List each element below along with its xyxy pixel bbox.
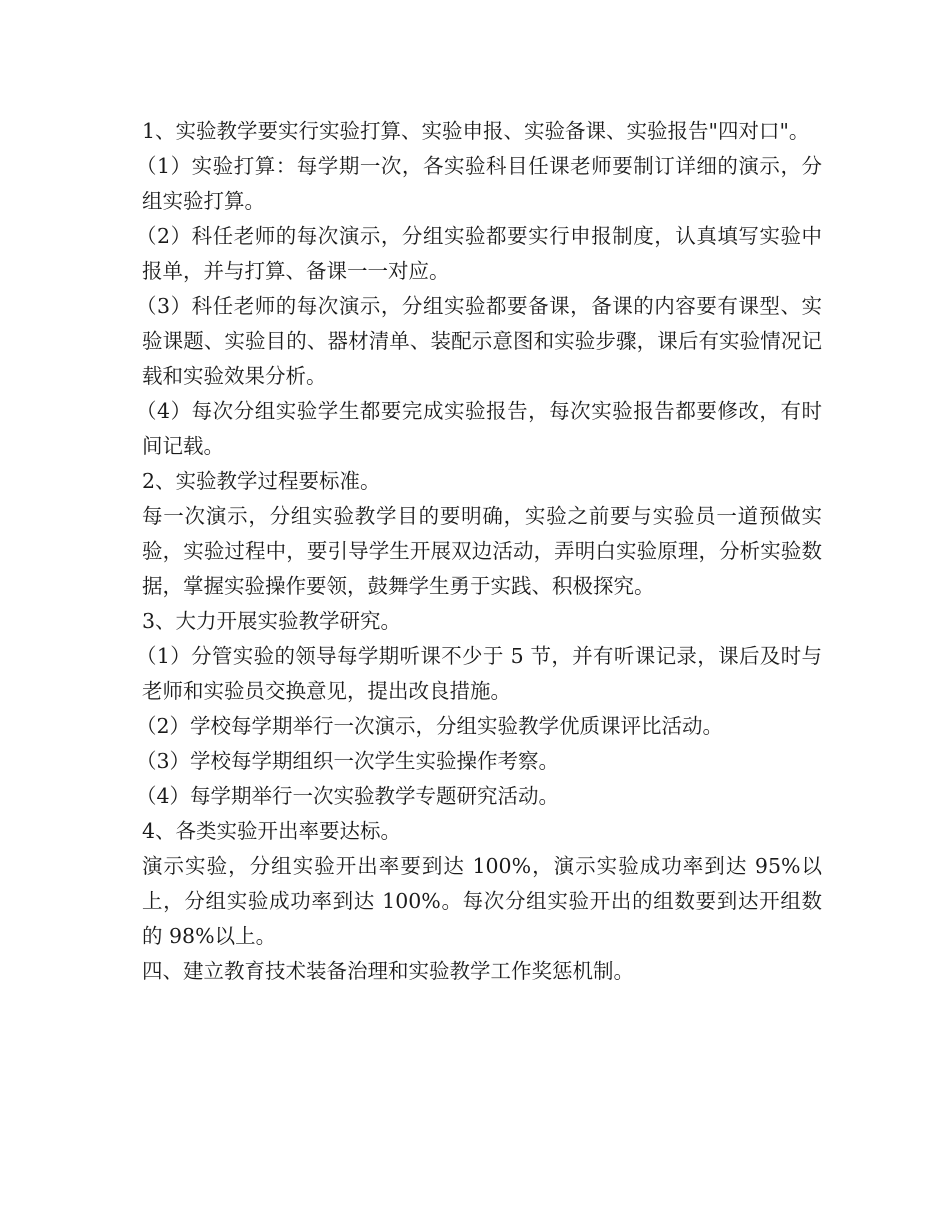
- list-item-1-4: （4）每次分组实验学生都要完成实验报告，每次实验报告都要修改，有时间记载。: [136, 399, 822, 458]
- list-item-1-3: （3）科任老师的每次演示，分组实验都要备课，备课的内容要有课型、实验课题、实验目的、器材清单、装配示意图和实验步骤，课后有实验情况记载和实验效果分析。: [136, 294, 822, 388]
- body-paragraph-4: 演示实验，分组实验开出率要到达 100%，演示实验成功率到达 95%以上，分组实验成功率到达 100%。每次分组实验开出的组数要到达开组数的 98%以上。: [142, 854, 822, 948]
- list-item-3-4: （4）每学期举行一次实验教学专题研究活动。: [136, 784, 560, 808]
- section-heading-four: 四、建立教育技术装备治理和实验教学工作奖惩机制。: [142, 959, 634, 983]
- section-heading-2: 2、实验教学过程要标准。: [142, 469, 381, 493]
- list-item-3-2: （2）学校每学期举行一次演示，分组实验教学优质课评比活动。: [136, 714, 724, 738]
- section-heading-4: 4、各类实验开出率要达标。: [142, 819, 402, 843]
- list-item-1-1: （1）实验打算：每学期一次，各实验科目任课老师要制订详细的演示，分组实验打算。: [136, 154, 822, 213]
- list-item-3-1: （1）分管实验的领导每学期听课不少于 5 节，并有听课记录，课后及时与老师和实验员交换意见，提出改良措施。: [136, 644, 822, 703]
- list-item-1-2: （2）科任老师的每次演示，分组实验都要实行申报制度，认真填写实验中报单，并与打算、备课一一对应。: [136, 224, 822, 283]
- document-body: [136, 114, 822, 989]
- section-heading-3: 3、大力开展实验教学研究。: [142, 609, 402, 633]
- body-paragraph-2: 每一次演示，分组实验教学目的要明确，实验之前要与实验员一道预做实验，实验过程中，要引导学生开展双边活动，弄明白实验原理，分析实验数据，掌握实验操作要领，鼓舞学生勇于实践、积极探究。: [142, 504, 822, 598]
- section-heading-1: 1、实验教学要实行实验打算、实验申报、实验备课、实验报告"四对口"。: [142, 119, 810, 143]
- list-item-3-3: （3）学校每学期组织一次学生实验操作考察。: [136, 749, 560, 773]
